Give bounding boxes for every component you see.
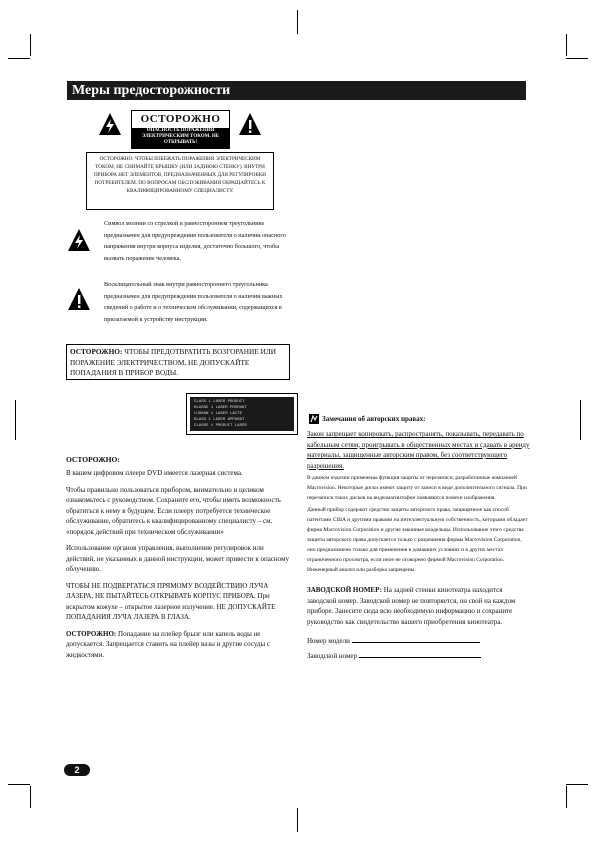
laser-label-line: KLASS 1 LASER APPARAT xyxy=(194,418,245,422)
crop-mark xyxy=(297,10,298,34)
model-number-field[interactable] xyxy=(352,635,480,643)
water-warning-text: Попадание на плейер брызг или капель воды не допускается. Запрещается ставить на плейер вазы и другие сосуды с жидкостями. xyxy=(66,629,271,659)
laser-paragraph-3: Использование органов управления, выполнение регулировок или действий, не указанных в данной инструкции, может привести к опасному облучению. xyxy=(66,544,289,573)
fire-warning-label: ОСТОРОЖНО: xyxy=(70,347,123,356)
laser-heading: ОСТОРОЖНО: xyxy=(66,455,120,464)
exclamation-symbol-text: Восклицательный знак внутри равностороннего треугольника предназначен для предупреждения пользователя о наличии важных сведений о работе и о техническом обслуживании, содержащихся в прилагаемой к устройству инструкции. xyxy=(104,281,283,323)
copyright-paragraph-2: Данный прибор содержит средство защиты авторского права, защищенное как способ патентами США и другими правами на интеллектуальную собственность, которыми обладает фирма Macrovision Corporation и другие законные владельцы. Использование этого средства защиты авторского права допускается только с разрешения фирмы Macrovision Corporation, оно предназначено только для применения в домашних условиях и в других местах ограниченного просмотра, если иное не оговорено фирмой Macrovision Corporation. Инженерный анализ или разборка запрещены. xyxy=(307,507,528,573)
lightning-symbol-icon xyxy=(67,228,91,252)
left-column xyxy=(66,455,292,660)
laser-product-label xyxy=(186,393,298,435)
laser-paragraph-1: В вашем цифровом плеере DVD имеется лазерная система. xyxy=(66,469,243,477)
exclamation-symbol-icon xyxy=(67,287,91,311)
serial-number-text: На задней стенки кинотеатра находится заводской номер. Заводской номер не повторяется, он свой на каждом приборе. Занесите сюда всю необходимую информацию и сохраните руководство как свидетельство вашего приобретения кинотеатра. xyxy=(307,586,516,626)
warning-label-title: ОСТОРОЖНО xyxy=(140,113,221,125)
model-number-row xyxy=(307,635,531,647)
crop-mark xyxy=(30,786,31,808)
caution-box: ОСТОРОЖНО: ЧТОБЫ ИЗБЕЖАТЬ ПОРАЖЕНИЯ ЭЛЕКТРИЧЕСКИМ ТОКОМ, НЕ СНИМАЙТЕ КРЫШКУ (ИЛИ ЗАДНЮЮ СТЕНКУ). ВНУТРИ ПРИБОРА НЕТ ЭЛЕМЕНТОВ, ПРЕДНАЗНАЧЕННЫХ ДЛЯ РЕГУЛИРОВКИ ПОТРЕБИТЕЛЕМ. ПО ВОПРОСАМ ОБСЛУЖИВАНИЯ ОБРАЩАЙТЕСЬ К КВАЛИФИЦИРОВАННОМУ СПЕЦИАЛИСТУ. xyxy=(86,152,274,210)
model-number-label: Номер модели xyxy=(307,637,350,645)
right-column xyxy=(307,429,531,661)
serial-number-field[interactable] xyxy=(359,650,481,658)
warning-label xyxy=(131,110,230,149)
laser-label-line: CLASS 1 LASER PRODUCT xyxy=(194,400,245,404)
warning-label-subtitle: ОПАСНОСТЬ ПОРАЖЕНИЯ ЭЛЕКТРИЧЕСКИМ ТОКОМ. НЕ ОТКРЫВАТЬ! xyxy=(132,128,229,148)
page-title: Меры предосторожности xyxy=(72,83,231,98)
page-number: 2 xyxy=(64,764,90,776)
crop-mark xyxy=(566,58,588,59)
crop-mark xyxy=(30,34,31,56)
serial-number-label: ЗАВОДСКОЙ НОМЕР: xyxy=(307,586,382,594)
lightning-warning-icon xyxy=(98,112,122,136)
note-icon xyxy=(309,414,319,424)
crop-mark xyxy=(580,400,581,440)
laser-label-line: KLASSE 1 LASER PRODUKT xyxy=(194,406,247,410)
water-warning xyxy=(66,629,292,661)
water-warning-label: ОСТОРОЖНО: xyxy=(66,629,117,638)
copyright-paragraph-1: В данном изделии применены функция защиты от перезаписи, разработанные компанией Macrovision. Некоторые диски имеют защиту от записи в виде дополнительного сигнала. При перезаписи таких дисков на видеомагнитофон появляются помехи изображения. xyxy=(307,475,527,501)
crop-mark xyxy=(566,784,588,785)
crop-mark xyxy=(566,34,567,56)
laser-paragraph-2: Чтобы правильно пользоваться прибором, внимательно и целиком ознакомьтесь с руководством. Сохраните его, чтобы иметь возможность обратиться к нему в будущем. Если плееру потребуется техническое обслуживание, обратитесь к квалифицированному специалисту – см. «порядок действий при техническом обслуживании» xyxy=(66,485,281,536)
copyright-heading: Замечания об авторских правах: xyxy=(322,415,426,423)
crop-mark xyxy=(8,784,30,785)
crop-mark xyxy=(15,400,16,440)
crop-mark xyxy=(8,58,30,59)
serial-number-field-label: Заводской номер xyxy=(307,651,358,660)
serial-number-row xyxy=(307,650,531,662)
fire-warning-text: ЧТОБЫ ПРЕДОТВРАТИТЬ ВОЗГОРАНИЕ ИЛИ ПОРАЖЕНИЕ ЭЛЕКТРИЧЕСТВОМ, НЕ ДОПУСКАЙТЕ ПОПАДАНИЯ В ПРИБОР ВОДЫ. xyxy=(70,347,277,377)
laser-paragraph-4: ЧТОБЫ НЕ ПОДВЕРГАТЬСЯ ПРЯМОМУ ВОЗДЕЙСТВИЮ ЛУЧА ЛАЗЕРА, НЕ ПЫТАЙТЕСЬ ОТКРЫВАТЬ КОРПУС ПРИБОРА. При вскрытом кожухе – открытое лазерное излучение. НЕ ДОПУСКАЙТЕ ПОПАДАНИЯ ЛУЧА ЛАЗЕРА В ГЛАЗА. xyxy=(66,581,276,621)
laser-label-line: LUOKAN 1 LASER LAITE xyxy=(194,412,243,416)
copyright-law-text: Закон запрещает копировать, распространять, показывать, передавать по кабельным сетям, проигрывать в общественных местах и сдавать в аренду материалы, защищенные авторским правом, без соответствующего разрешения. xyxy=(307,430,530,470)
fire-warning-box xyxy=(66,344,290,380)
crop-mark xyxy=(566,786,567,808)
laser-label-line: CLASSE 1 PRODUIT LASER xyxy=(194,424,247,428)
crop-mark xyxy=(297,808,298,832)
exclamation-warning-icon xyxy=(238,112,262,136)
lightning-symbol-text: Символ молнии со стрелкой в равностороннем треугольнике предназначен для предупреждения пользователя о наличии опасного напряжения внутри корпуса изделия, достаточно большого, чтобы вызвать поражение человека. xyxy=(104,220,286,262)
serial-number-paragraph xyxy=(307,585,531,627)
